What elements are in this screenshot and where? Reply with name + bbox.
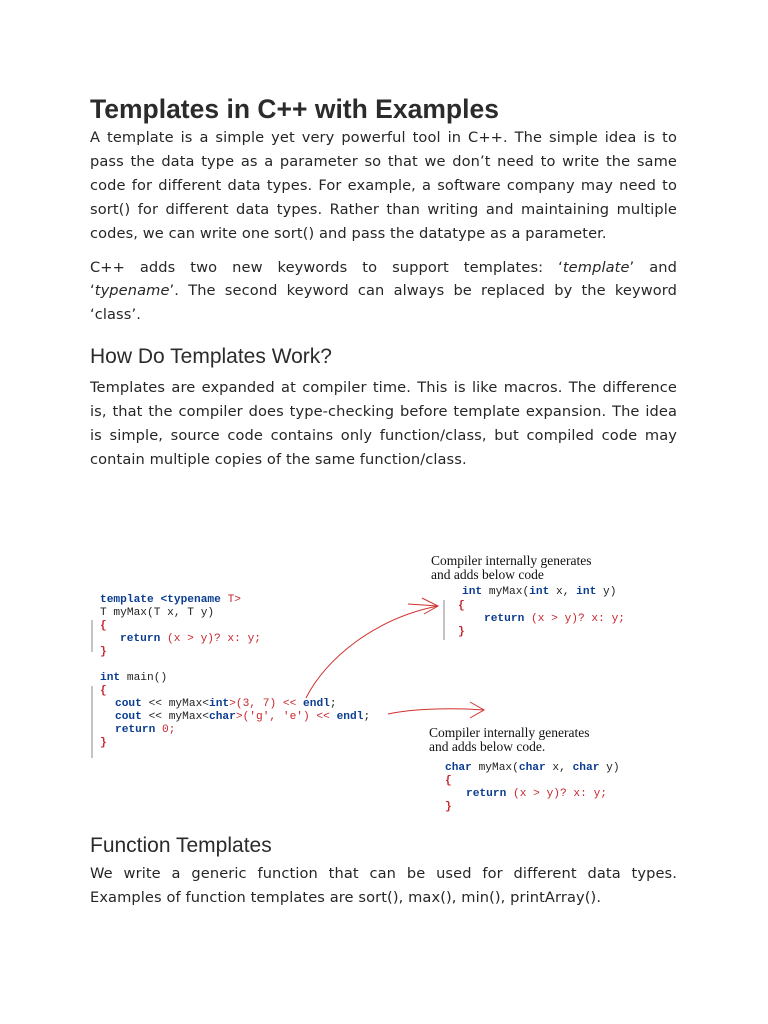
keyword-template: template — [562, 258, 630, 276]
source-line-main: int main() — [100, 672, 168, 684]
source-line-cout-int: cout << myMax<int>(3, 7) << endl; — [115, 698, 337, 710]
template-expansion-figure — [86, 548, 646, 818]
arrow-to-int-version — [306, 606, 438, 698]
keywords-paragraph: C++ adds two new keywords to support templates: ‘template’ and ‘typename’. The second keyword can always be replaced by the keyword ‘class’. — [90, 258, 677, 324]
function-templates-paragraph: We write a generic function that can be used for different data types. Examples of function templates are sort(), max(), min(), printArray(). — [90, 865, 677, 906]
brace-open: { — [100, 685, 107, 697]
source-line-return: return (x > y)? x: y; — [120, 633, 262, 645]
page-title: Templates in C++ with Examples — [90, 94, 499, 124]
brace-close: } — [445, 801, 452, 813]
brace-close: } — [458, 626, 465, 638]
generated-char-return: return (x > y)? x: y; — [466, 788, 608, 800]
intro-paragraph: A template is a simple yet very powerful tool in C++. The simple idea is to pass the data type as a parameter so that we don’t need to write the same code for different data types. For example, a software company may need to sort() for different data types. Rather than writing and maintaining multiple codes, we can write one sort() and pass the datatype as a parameter. — [90, 129, 677, 242]
arrow-to-char-version — [388, 709, 484, 714]
article — [90, 92, 677, 472]
source-line-return-zero: return 0; — [115, 724, 176, 736]
caption-bottom: Compiler internally generates and adds below code. — [429, 725, 590, 754]
generated-char-code: char myMax(char x, char y) — [445, 762, 620, 774]
brace-open: { — [100, 620, 107, 632]
source-line-template: template <typename T> — [100, 594, 242, 606]
brace-close: } — [100, 646, 107, 658]
keyword-typename: typename — [94, 282, 170, 300]
how-templates-work-paragraph: Templates are expanded at compiler time. This is like macros. The difference is, that the compiler does type-checking before template expansion. The idea is simple, source code contains only function/class, but compiled code may contain multiple copies of the same function/class. — [90, 379, 677, 468]
section-heading-how-templates-work: How Do Templates Work? — [90, 345, 332, 369]
source-line-signature: T myMax(T x, T y) — [100, 607, 215, 619]
generated-int-code: int myMax(int x, int y) — [462, 586, 617, 598]
brace-open: { — [445, 775, 452, 787]
caption-top: Compiler internally generates and adds below code — [431, 553, 592, 582]
brace-open: { — [458, 600, 465, 612]
source-line-cout-char: cout << myMax<char>('g', 'e') << endl; — [115, 711, 371, 723]
section-heading-function-templates: Function Templates — [90, 834, 272, 857]
brace-close: } — [100, 737, 107, 749]
generated-int-return: return (x > y)? x: y; — [484, 613, 626, 625]
